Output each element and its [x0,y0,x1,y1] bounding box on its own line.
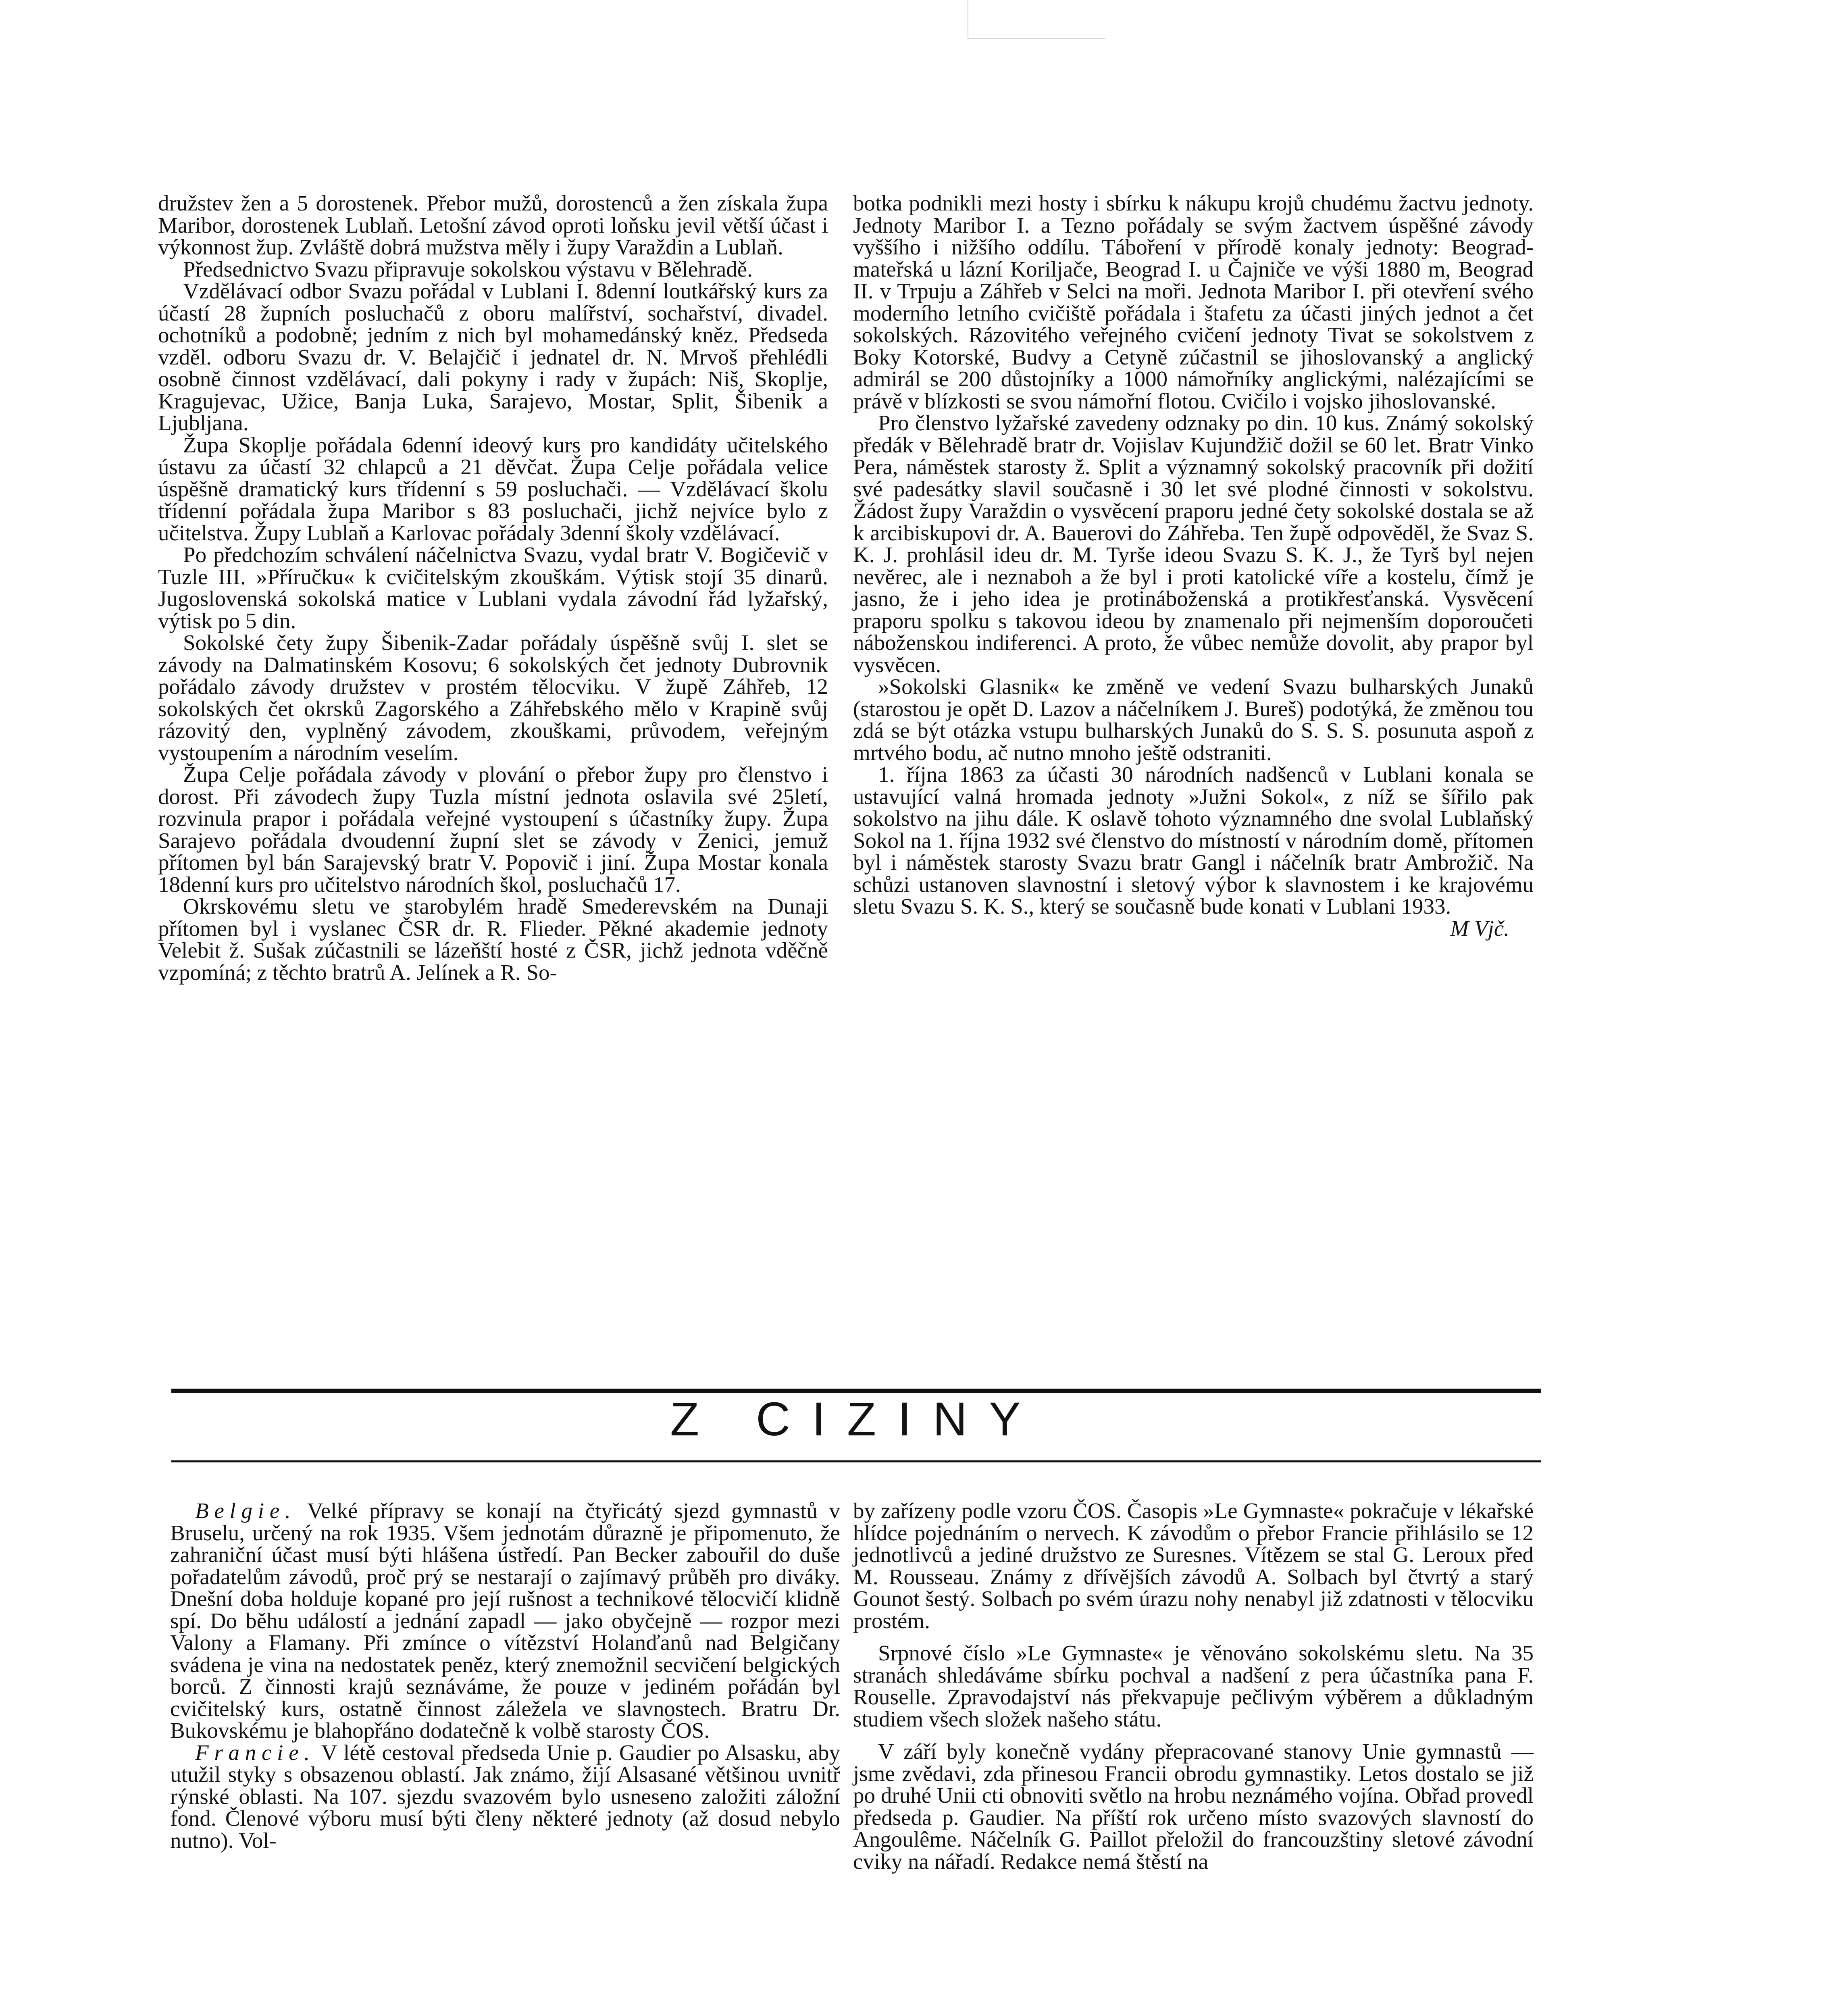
paragraph: »Sokolski Glasnik« ke změně ve vedení Svazu bulharských Junaků (starostou je opět D. Lazov a náčelníkem J. Bureš) podotýká, že změnou tou zdá se být otázka vstupu bulharských Junaků do S. S. S. posunuta aspoň z mrtvého bodu, ač nutno mnoho ještě odstraniti. [853,674,1534,765]
paragraph: by zařízeny podle vzoru ČOS. Časopis »Le Gymnaste« pokračuje v lékařské hlídce pojednáním o nervech. K závodům o přebor Francie přihlásilo se 12 jednotlivců a jediné družstvo ze Suresnes. Vítězem se stal G. Leroux před M. Rousseau. Známy z dřívějších závodů A. Solbach byl čtvrtý a starý Gounot šestý. Solbach po svém úrazu nohy nenabyl již zdatnosti v tělocviku prostém. [853,1498,1534,1633]
paragraph: Vzdělávací odbor Svazu pořádal v Lublani I. 8denní loutkářský kurs za účastí 28 župních posluchačů z oboru malířství, sochařství, divadel. ochotníků a podobně; jedním z nich byl mohamedánský kněz. Předseda vzděl. odboru Svazu dr. V. Belajčič i jednatel dr. N. Mrvoš přehlédli osobně činnost vzdělávací, dali pokyny i rady v župách: Niš, Skoplje, Kragujevac, Užice, Banja Luka, Sarajevo, Mostar, Split, Šibenik a Ljubljana. [158,279,828,435]
paragraph: 1. října 1863 za účasti 30 národních nadšenců v Lublani konala se ustavující valná hromada jednoty »Južni Sokol«, z níž se šířilo pak sokolstvo na jihu dále. K oslavě tohoto významného dne svolal Lublaňský Sokol na 1. října 1932 své členstvo do místností v národním domě, přítomen byl i náměstek starosty Svazu bratr Gangl i náčelník bratr Ambrožič. Na schůzi ustanoven slavnostní i sletový výbor k slavnostem i ke krajovému sletu Svazu S. K. S., který se současně bude konati v Lublani 1933. [853,762,1534,918]
paragraph: Po předchozím schválení náčelnictva Svazu, vydal bratr V. Bogičevič v Tuzle III. »Příručku« k cvičitelským zkouškám. Výtisk stojí 35 dinarů. Jugoslovenská sokolská matice v Lublani vydala závodní řád lyžařský, výtisk po 5 din. [158,542,828,633]
country-lead-belgie: Belgie. [195,1498,296,1523]
bottom-left-column [170,1500,840,1851]
paragraph: Okrskovému sletu ve starobylém hradě Smederevském na Dunaji přítomen byl i vyslanec ČSR dr. R. Flieder. Pěkné akademie jednoty Velebit ž. Sušak zúčastnili se lázeňští hosté z ČSR, jichž jednota vděčně vzpomíná; z těchto bratrů A. Jelínek a R. So- [158,894,828,985]
country-lead-francie: Francie. [195,1740,315,1765]
paragraph-francie [170,1742,840,1852]
paragraph: družstev žen a 5 dorostenek. Přebor mužů, dorostenců a žen získala župa Maribor, dorostenek Lublaň. Letošní závod oproti loňsku jevil větší účast i výkonnost žup. Zvláště dobrá mužstva měly i župy Varaždin a Lublaň. [158,191,828,259]
paragraph-belgie [170,1500,840,1742]
scan-edge-mark [968,0,1105,39]
top-left-column [158,192,828,983]
paragraph: Srpnové číslo »Le Gymnaste« je věnováno sokolskému sletu. Na 35 stranách shledáváme sbírku pochval a nadšení z pera účastníka pana F. Rouselle. Zpravodajství nás překvapuje pečlivým výběrem a důkladným studiem všech složek našeho státu. [853,1641,1534,1731]
section-title: Z CIZINY [670,1393,1043,1446]
bottom-right-column [853,1500,1534,1872]
paragraph-text: V létě cestoval předseda Unie p. Gaudier po Alsasku, aby utužil styky s obsazenou oblastí. Jak známo, žijí Alsasané většinou uvnitř rýnské oblasti. Na 107. sjezdu svazovém bylo usneseno založiti záložní fond. Členové výboru musí býti členy některé jednoty (až dosud nebylo nutno). Vol- [170,1740,840,1853]
top-right-column [853,192,1534,939]
paragraph-text: Velké přípravy se konají na čtyřicátý sjezd gymnastů v Bruselu, určený na rok 1935. Všem jednotám důrazně je připomenuto, že zahraniční účast musí býti hlášena ústředí. Pan Becker zabouřil do duše pořadatelům závodů, proč prý se nestarají o zajímavý průběh pro diváky. Dnešní doba holduje kopané pro její rušnost a technikové tělocvičí klidně spí. Do běhu událostí a jednání zapadl — jako obyčejně — rozpor mezi Valony a Flamany. Při zmínce o vítězství Holanďanů nad Belgičany svádena je vina na nedostatek peněz, který znemožnil secvičení belgických borců. Z činnosti krajů seznáváme, že pouze v jediném pořádán byl cvičitelský kurs, ostatně činnost záležela ve slavnostech. Bratru Dr. Bukovskému je blahopřáno dodatečně k volbě starosty ČOS. [170,1498,840,1743]
paragraph: Župa Celje pořádala závody v plování o přebor župy pro členstvo i dorost. Při závodech župy Tuzla místní jednota oslavila své 25letí, rozvinula prapor i pořádala veřejné vystoupení s účastníky župy. Župa Sarajevo pořádala dvoudenní župní slet se závody v Zenici, jemuž přítomen byl bán Sarajevský bratr V. Popovič i jiní. Župa Mostar konala 18denní kurs pro učitelstvo národních škol, posluchačů 17. [158,762,828,897]
paragraph: Pro členstvo lyžařské zavedeny odznaky po din. 10 kus. Známý sokolský předák v Bělehradě bratr dr. Vojislav Kujundžič dožil se 60 let. Bratr Vinko Pera, náměstek starosty ž. Split a významný sokolský pracovník při dožití své padesátky slavil současně i 30 let své plodné činnosti v sokolstvu. Žádost župy Varaždin o vysvěcení praporu jedné čety sokolské dostala se až k arcibiskupovi dr. A. Bauerovi do Záhřeba. Ten župě odpověděl, že Svaz S. K. J. prohlásil ideu dr. M. Tyrše ideou Svazu S. K. J., že Tyrš byl nejen nevěrec, ale i neznaboh a že byl i proti katolické víře a kostelu, čímž je jasno, že i jeho idea je protináboženská a protikřesťanská. Vysvěcení praporu spolku s takovou ideou by znamenalo při nejmenším doporoučeti náboženskou indiferenci. A proto, že vůbec nemůže dovolit, aby prapor byl vysvěcen. [853,410,1534,677]
paragraph: botka podnikli mezi hosty i sbírku k nákupu krojů chudému žactvu jednoty. Jednoty Maribor I. a Tezno pořádaly se svým žactvem úspěšné závody vyššího i nižšího oddílu. Táboření v přírodě konaly jednoty: Beograd-mateřská u lázní Koriljače, Beograd I. u Čajniče ve výši 1880 m, Beograd II. v Trpuju a Záhřeb v Selci na moři. Jednota Maribor I. při otevření svého moderního letního cvičiště pořádala i štafetu za účasti jiných jednot a čet sokolských. Rázovitého veřejného cvičení jednoty Tivat se sokolstvem z Boky Kotorské, Budvy a Cetyně zúčastnil se jihoslovanský a anglický admirál se 200 důstojníky a 1000 námořníky anglickými, nalézajícími se právě v blízkosti se svou námořní flotou. Cvičilo i vojsko jihoslovanské. [853,191,1534,413]
paragraph: Župa Skoplje pořádala 6denní ideový kurs pro kandidáty učitelského ústavu za účastí 32 chlapců a 21 děvčat. Župa Celje pořádala velice úspěšně dramatický kurs třídenní s 59 posluchači. — Vzdělávací školu třídenní pořádala župa Maribor s 83 posluchači, jichž nejvíce bylo z učitelstva. Župy Lublaň a Karlovac pořádaly 3denní školy vzdělávací. [158,432,828,545]
paragraph: Sokolské čety župy Šibenik-Zadar pořádaly úspěšně svůj I. slet se závody na Dalmatinském Kosovu; 6 sokolských čet jednoty Dubrovnik pořádalo závody družstev v prostém tělocviku. V župě Záhřeb, 12 sokolských čet okrsků Zagorského a Záhřebského mělo v Krapině svůj rázovitý den, vyplněný závodem, zkouškami, průvodem, veřejným vystoupením a národním veselím. [158,630,828,765]
paragraph: V září byly konečně vydány přepracované stanovy Unie gymnastů — jsme zvědavi, zda přinesou Francii obrodu gymnastiky. Letos dostalo se již po druhé Unii cti obnoviti světlo na hrobu neznámého vojína. Obřad provedl předseda p. Gaudier. Na příští rok určeno místo svazových slavností do Angoulême. Náčelník G. Paillot přeložil do francouzštiny sletové závodní cviky na nářadí. Redakce nemá štěstí na [853,1739,1534,1874]
section-rule-bottom [171,1460,1541,1462]
author-signature: M Vjč. [1450,916,1509,941]
paragraph: Předsednictvo Svazu připravuje sokolskou výstavu v Bělehradě. [183,256,753,281]
